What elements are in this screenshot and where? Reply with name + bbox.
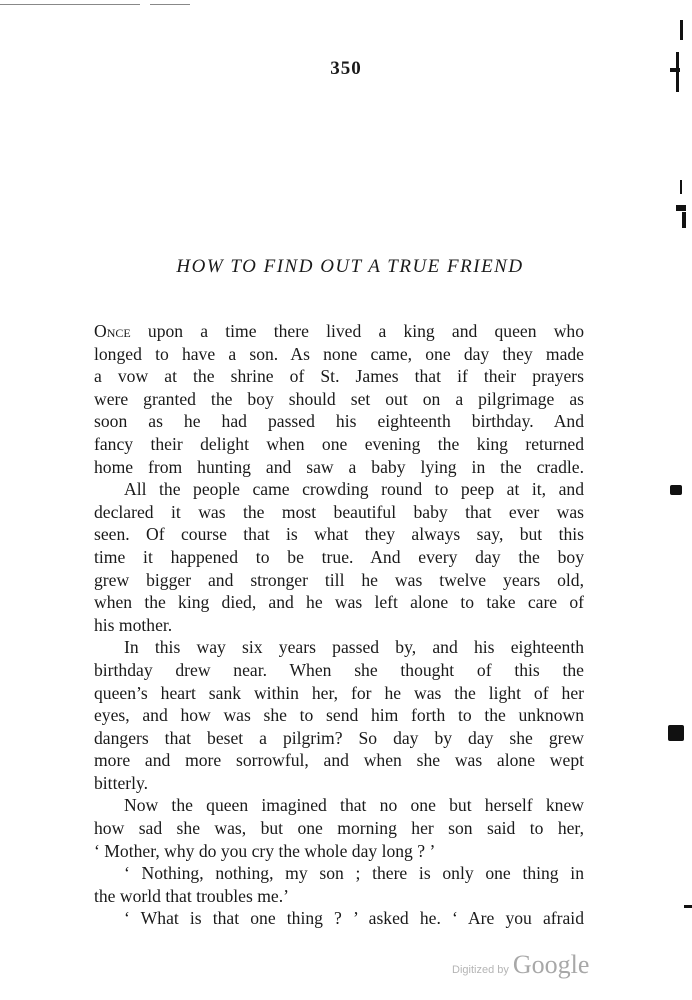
line: birthday drew near. When she thought of this the: [94, 659, 584, 680]
paragraph-3: [94, 636, 584, 794]
scan-edge-rule: [0, 4, 140, 5]
line: bitterly.: [94, 772, 149, 793]
line: soon as he had passed his eighteenth birthday. And: [94, 411, 584, 432]
line: All the people came crowding round to peep at it, and: [124, 479, 584, 500]
paragraph-1: [94, 320, 584, 478]
line: more and more sorrowful, and when she was alone wept: [94, 750, 584, 771]
chapter-title: HOW TO FIND OUT A TRUE FRIEND: [176, 256, 524, 277]
margin-mark: [680, 20, 683, 40]
line: ‘ Nothing, nothing, my son ; there is only one thing in: [124, 863, 584, 884]
line: In this way six years passed by, and his eighteenth: [124, 637, 584, 658]
line: when the king died, and he was left alone to take care of: [94, 592, 584, 613]
line: time it happened to be true. And every day the boy: [94, 546, 584, 567]
line: longed to have a son. As none came, one day they made: [94, 343, 584, 364]
paragraph-2: [94, 478, 584, 636]
line: ‘ What is that one thing ? ’ asked he. ‘ Are you afraid: [124, 908, 584, 929]
margin-mark: [680, 180, 682, 194]
line: ‘ Mother, why do you cry the whole day long ? ’: [94, 840, 436, 861]
scan-margin-marks: [668, 0, 692, 1000]
scan-edge-rule-2: [150, 4, 190, 5]
page-number: 350: [330, 58, 362, 79]
line: were granted the boy should set out on a pilgrimage as: [94, 388, 584, 409]
margin-mark: [670, 68, 680, 72]
line: Once upon a time there lived a king and queen who: [94, 321, 584, 341]
line: queen’s heart sank within her, for he was the light of her: [94, 682, 584, 703]
line: the world that troubles me.’: [94, 885, 289, 906]
line: a vow at the shrine of St. James that if their prayers: [94, 366, 584, 387]
line: fancy their delight when one evening the king returned: [94, 433, 584, 454]
margin-mark: [684, 905, 692, 908]
line: declared it was the most beautiful baby that ever was: [94, 501, 584, 522]
google-logo: Google: [512, 950, 590, 979]
margin-mark: [676, 52, 679, 92]
paragraph-5: [94, 862, 584, 907]
line: Now the queen imagined that no one but herself knew: [124, 795, 584, 816]
line: eyes, and how was she to send him forth to the unknown: [94, 705, 584, 726]
line: dangers that beset a pilgrim? So day by day she grew: [94, 727, 584, 748]
margin-mark: [668, 725, 684, 741]
drop-lead: Once: [94, 321, 131, 341]
paragraph-6: [94, 907, 584, 930]
line: grew bigger and stronger till he was twelve years old,: [94, 569, 584, 590]
margin-mark: [682, 212, 686, 228]
body-text: [94, 320, 584, 930]
line: seen. Of course that is what they always say, but this: [94, 524, 584, 545]
digitized-watermark: [452, 950, 589, 980]
paragraph-4: [94, 794, 584, 862]
margin-mark: [670, 485, 682, 495]
line: his mother.: [94, 614, 173, 635]
line: home from hunting and saw a baby lying in the cradle.: [94, 456, 584, 477]
margin-mark: [676, 205, 686, 211]
line: how sad she was, but one morning her son said to her,: [94, 818, 584, 839]
watermark-prefix: Digitized by: [452, 964, 509, 976]
